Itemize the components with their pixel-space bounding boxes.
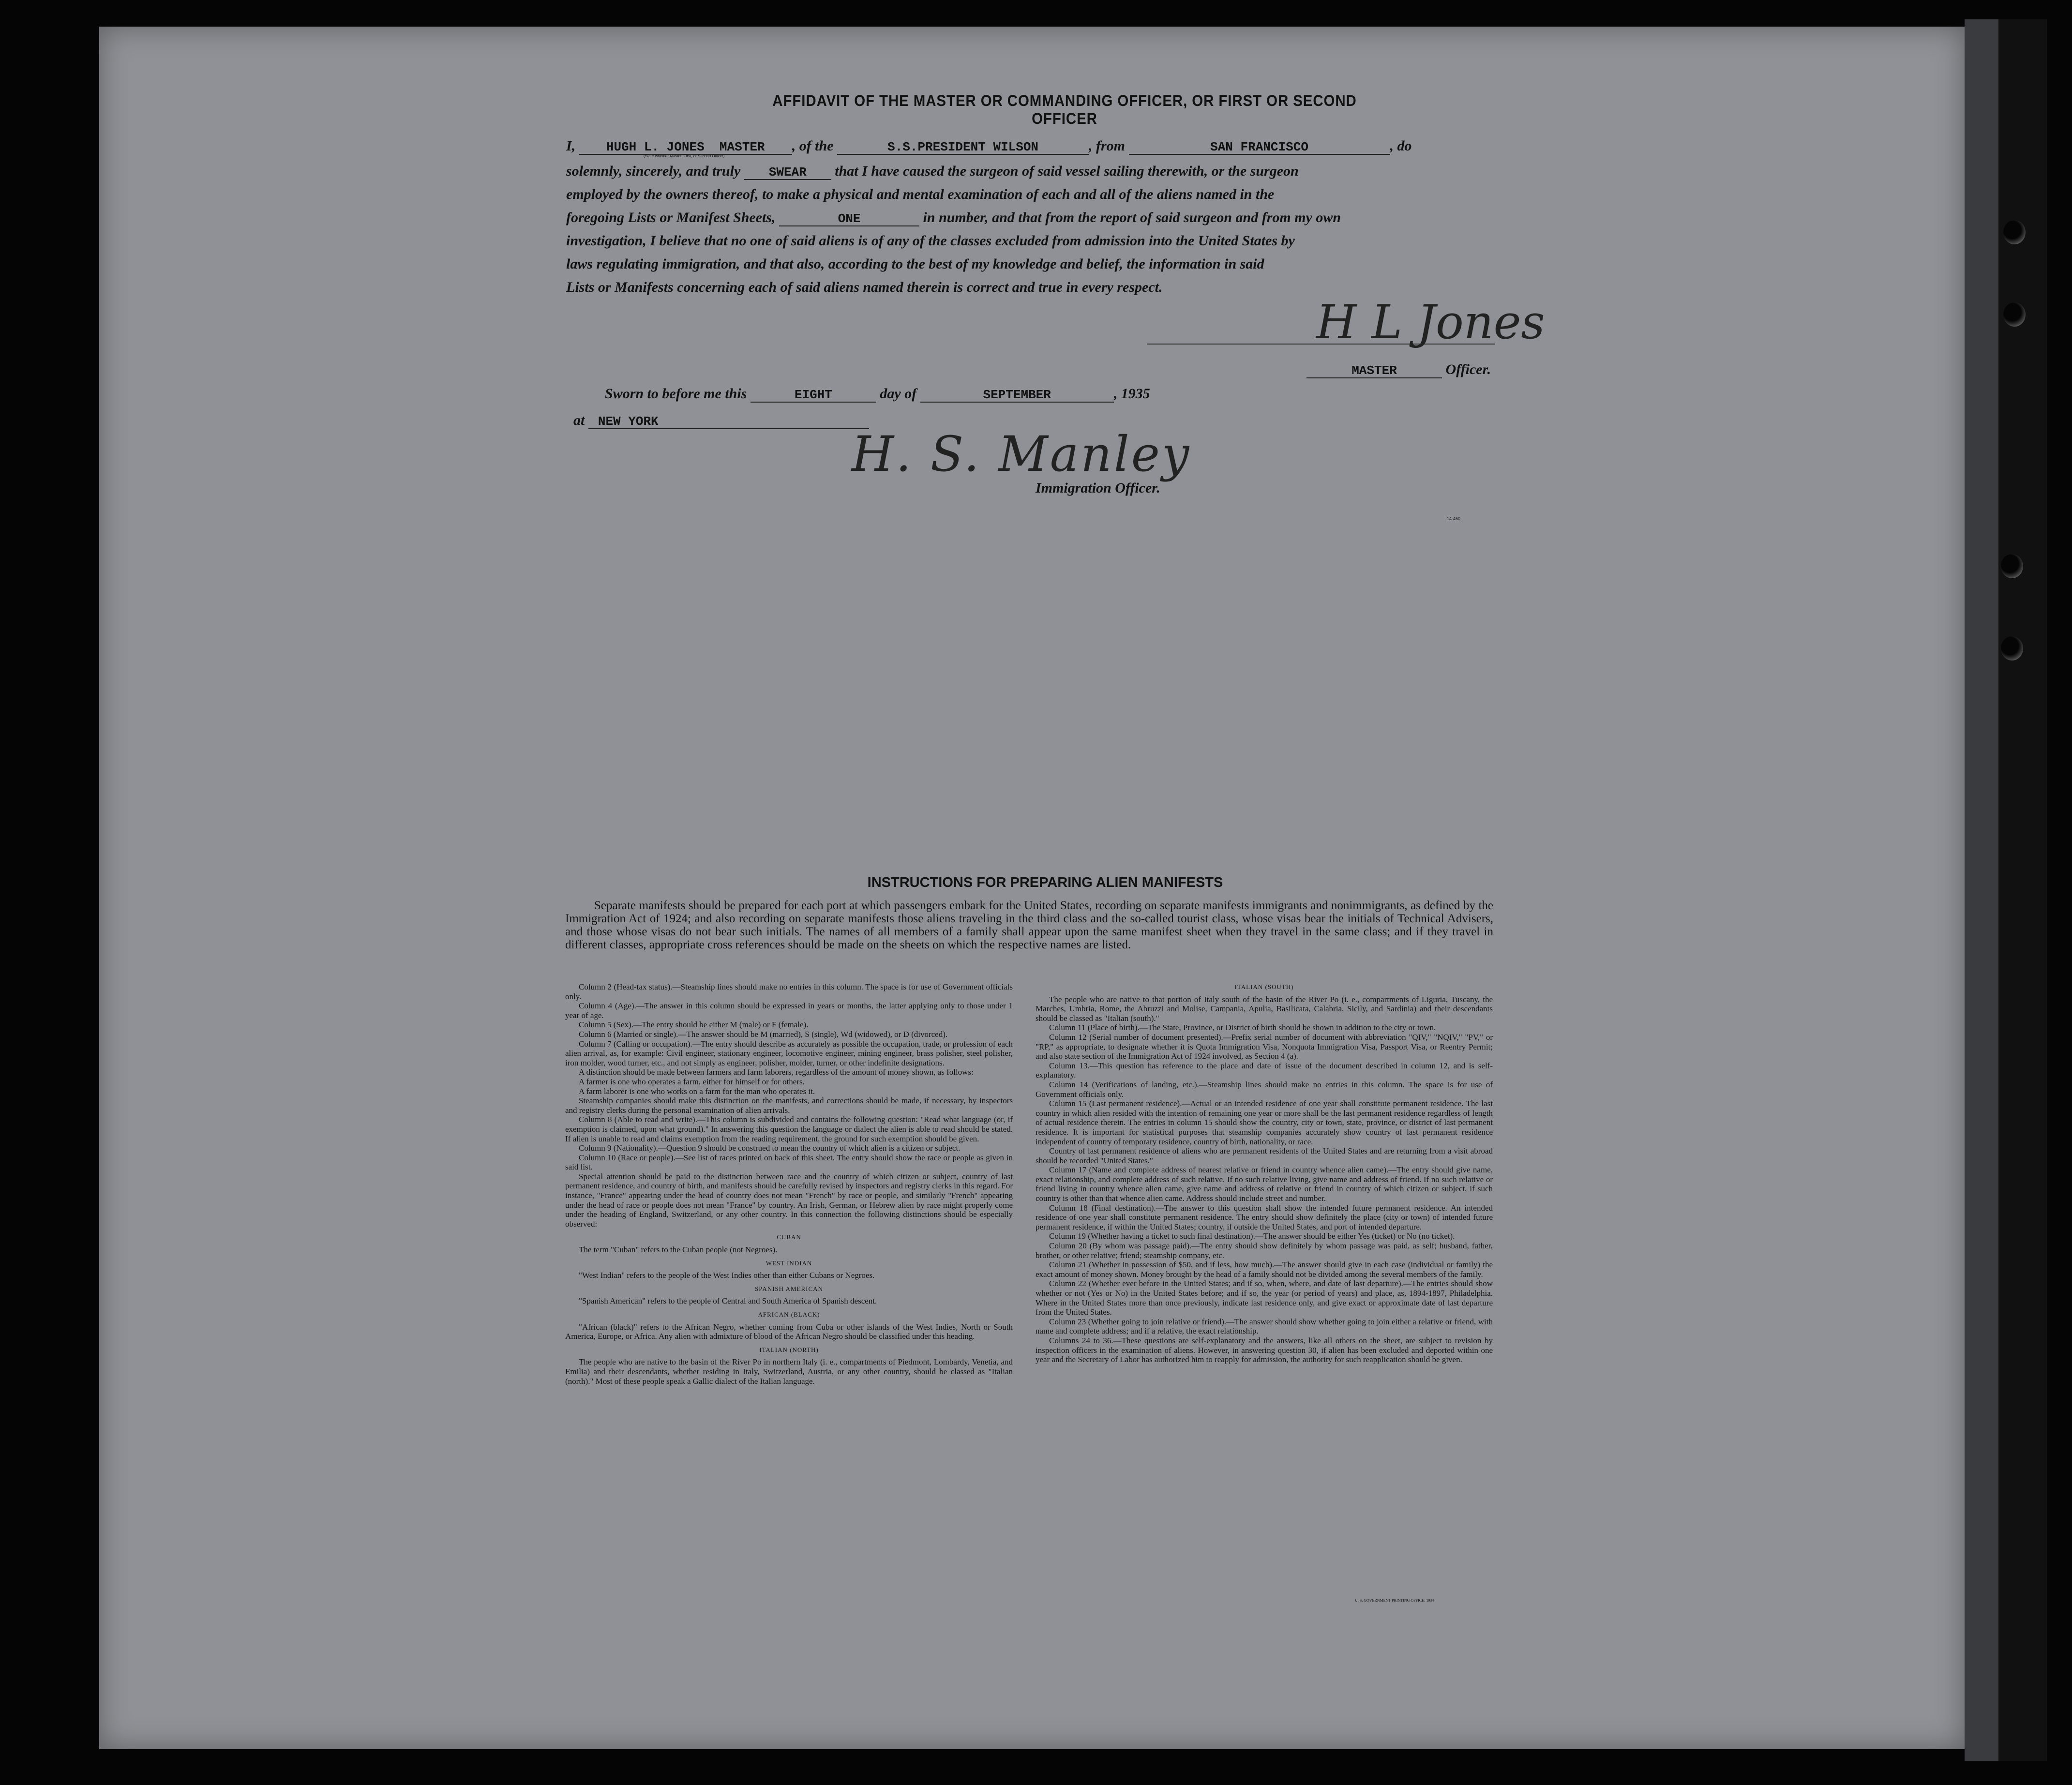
- affidavit-line-3: employed by the owners thereof, to make a physical and mental examination of each and all of the aliens named in the: [566, 186, 1275, 202]
- departure-port: SAN FRANCISCO: [1129, 140, 1390, 155]
- sworn-day: EIGHT: [751, 388, 876, 403]
- binder-edge: [1998, 19, 2047, 1761]
- text: that I have caused the surgeon of said vessel sailing therewith, or the surgeon: [835, 163, 1299, 179]
- text: in number, and that from the report of said surgeon and from my own: [923, 210, 1341, 225]
- section-heading: CUBAN: [777, 1233, 801, 1241]
- rank-note: (State whether Master, First, or Second Officer): [644, 154, 725, 158]
- instruction-paragraph: Column 11 (Place of birth).—The State, Province, or District of birth should be shown in addition to the city or town.: [1049, 1023, 1436, 1033]
- instructions-intro: Separate manifests should be prepared for each port at which passengers embark for the United States, recording on separate manifests immigrants and nonimmigrants, as defined by the Immigration Act of 1924; and also recording on separate manifests those aliens traveling in the third class and the so-called tourist class, whose visas bear the initials of Technical Advisers, and those whose visas do not bear such initials. The names of all members of a family shall appear upon the same manifest sheet when they travel in the same class; and if they travel in different classes, appropriate cross references should be made on the sheets on which the respective names are listed.: [565, 899, 1493, 951]
- instructions-left-column: [565, 982, 1013, 1386]
- text: I,: [566, 138, 576, 154]
- instruction-paragraph: Column 17 (Name and complete address of nearest relative or friend in country whence alien came).—The entry should give name, exact relationship, and complete address of such relative. If no such relative living, give name and address of friend. If no such relative or friend living in country whence alien came, give name and address of relative or friend in country of which citizen or subject, if such country is other than that whence alien came. Address should include street and number.: [1036, 1165, 1493, 1203]
- section-heading: WEST INDIAN: [766, 1259, 812, 1267]
- master-signature: H L Jones: [1316, 295, 1545, 349]
- instruction-paragraph: Column 2 (Head-tax status).—Steamship lines should make no entries in this column. The space is for use of Government officials only.: [565, 982, 1013, 1001]
- instruction-paragraph: Column 19 (Whether having a ticket to such final destination).—The answer should be either Yes (ticket) or No (no ticket).: [1049, 1231, 1455, 1241]
- binder-hole: [2001, 636, 2023, 660]
- instruction-paragraph: Column 5 (Sex).—The entry should be either M (male) or F (female).: [579, 1020, 809, 1030]
- affidavit-line-5: investigation, I believe that no one of said aliens is of any of the classes excluded from admission into the United States by: [566, 233, 1295, 249]
- section-heading: SPANISH AMERICAN: [755, 1285, 823, 1292]
- instruction-paragraph: Column 4 (Age).—The answer in this column should be expressed in years or months, the latter applying only to those under 1 year of age.: [565, 1001, 1013, 1020]
- section-heading: ITALIAN (SOUTH): [1234, 983, 1294, 990]
- text: at: [573, 412, 585, 428]
- instructions-right-column: [1036, 982, 1493, 1365]
- section-text: "Spanish American" refers to the people of Central and South America of Spanish descent.: [579, 1296, 877, 1306]
- master-name-field: [579, 140, 792, 155]
- instruction-paragraph: Column 14 (Verifications of landing, etc.).—Steamship lines should make no entries in this column. The space is for use of Government officials only.: [1036, 1080, 1493, 1099]
- master-rank: MASTER: [719, 140, 765, 154]
- instruction-paragraph: Column 8 (Able to read and write).—This column is subdivided and contains the following question: "Read what language (or, if exemption is claimed, upon what ground)." In answering this question the language or dialect the alien is able to read should be stated. If alien is unable to read and claims exemption from the reading requirement, the ground for such exemption should be given.: [565, 1115, 1013, 1143]
- vessel-name: S.S.PRESIDENT WILSON: [837, 140, 1089, 155]
- instruction-paragraph: Column 6 (Married or single).—The answer should be M (married), S (single), Wd (widowed), or D (divorced).: [579, 1029, 948, 1039]
- instruction-paragraph: Column 21 (Whether in possession of $50, and if less, how much).—The answer should give in each case (individual or family) the exact amount of money shown. Money brought by the head of a family should not be divided among the several members of the family.: [1036, 1260, 1493, 1279]
- instruction-paragraph: Column 15 (Last permanent residence).—Actual or an intended residence of one year shall constitute permanent residence. The last country in which alien resided with the intention of remaining one year or more shall be the last permanent residence regardless of length of actual residence therein. The entries in column 15 should show the country, city or town, state, province, or district of last permanent residence. It is important for statistical purposes that steamship companies accurately show country of last permanent residence independent of country of temporary residence, country of birth, nationality, or race.: [1036, 1099, 1493, 1146]
- text: Sworn to before me this: [605, 386, 747, 402]
- sworn-place: NEW YORK: [588, 415, 869, 429]
- instruction-paragraph: Column 12 (Serial number of document presented).—Prefix serial number of document with abbreviation "QIV," "NQIV," "PV," or "RP," as appropriate, to designate whether it is Quota Immigration Visa, Nonquota Immigration Visa, Passport Visa, or Reentry Permit; and also state section of the Immigration Act of 1924 involved, as Section 4 (a).: [1036, 1032, 1493, 1061]
- instruction-paragraph: A distinction should be made between farmers and farm laborers, regardless of the amount of money shown, as follows:: [579, 1067, 974, 1077]
- affidavit-line-7: Lists or Manifests concerning each of said aliens named therein is correct and true in every respect.: [566, 279, 1163, 295]
- instruction-paragraph: A farm laborer is one who works on a farm for the man who operates it.: [579, 1086, 815, 1096]
- form-number: 14-450: [1447, 516, 1461, 521]
- page-edge-shadow: [1965, 19, 1998, 1761]
- sworn-year: , 1935: [1113, 386, 1150, 402]
- text: day of: [880, 386, 917, 402]
- affidavit-line-4: [566, 206, 1510, 229]
- section-text: "West Indian" refers to the people of the West Indies other than either Cubans or Negroes.: [579, 1271, 875, 1280]
- instruction-paragraph: Country of last permanent residence of aliens who are permanent residents of the United States and are returning from a visit abroad should be recorded "United States.": [1036, 1146, 1493, 1165]
- instruction-paragraph: Steamship companies should make this distinction on the manifests, and corrections should be made, if necessary, by inspectors and registry clerks during the personal examination of alien arrivals.: [565, 1096, 1013, 1115]
- section-text: The term "Cuban" refers to the Cuban people (not Negroes).: [579, 1245, 778, 1255]
- affidavit-line-6: laws regulating immigration, and that also, according to the best of my knowledge and belief, the information in said: [566, 256, 1264, 272]
- binder-hole: [2003, 220, 2026, 244]
- section-text: The people who are native to the basin of the River Po in northern Italy (i. e., compartments of Piedmont, Lombardy, Venetia, and Emilia) and their descendants, whether residing in Italy, Switzerland, Austria, or any other country, should be classed as "Italian (north)." Most of these people speak a Gallic dialect of the Italian language.: [565, 1357, 1013, 1386]
- section-heading: ITALIAN (NORTH): [759, 1346, 819, 1353]
- instruction-paragraph: Column 20 (By whom was passage paid).—The entry should show definitely by whom passage was paid, as self; husband, father, brother, or other relative; friend; steamship company, etc.: [1036, 1241, 1493, 1260]
- officer-rank: MASTER: [1306, 364, 1442, 378]
- text: , of the: [792, 138, 834, 154]
- binder-hole: [2001, 554, 2023, 578]
- sworn-month: SEPTEMBER: [920, 388, 1114, 403]
- binder-hole: [2003, 302, 2026, 327]
- instruction-paragraph: Special attention should be paid to the distinction between race and the country of which citizen or subject, country of last permanent residence, and country of birth, and manifests should be carefully revised by inspectors and registry clerks in this regard. For instance, "France" appearing under the head of country does not mean "French" by race or people, and similarly "French" appearing under the head of race or people does not mean "France" by country. An Irish, German, or Hebrew alien by race might properly come under the heading of England, Switzerland, or any other country. In this connection the following distinctions should be especially observed:: [565, 1171, 1013, 1229]
- instruction-paragraph: Column 10 (Race or people).—See list of races printed on back of this sheet. The entry should show the race or people as given in said list.: [565, 1153, 1013, 1172]
- affidavit-title: AFFIDAVIT OF THE MASTER OR COMMANDING OFFICER, OR FIRST OR SECOND OFFICER: [772, 92, 1357, 127]
- instruction-paragraph: Column 23 (Whether going to join relative or friend).—The answer should show whether going to join either a relative or friend, with name and complete address; and if a relative, the exact relationship.: [1036, 1317, 1493, 1336]
- section-text: "African (black)" refers to the African Negro, whether coming from Cuba or other islands of the West Indies, North or South America, Europe, or Africa. Any alien with admixture of blood of the African Negro should be classified under this heading.: [565, 1322, 1013, 1341]
- section-heading: AFRICAN (BLACK): [758, 1311, 820, 1318]
- master-name: HUGH L. JONES: [606, 140, 705, 154]
- instructions-title: INSTRUCTIONS FOR PREPARING ALIEN MANIFESTS: [867, 875, 1223, 890]
- officer-line: [1306, 358, 1491, 381]
- instruction-paragraph: Column 18 (Final destination).—The answer to this question shall show the intended future permanent residence. An intended residence of one year shall constitute permanent residence. The entry should show definitely the place (city or town) of intended future permanent residence, if within the United States; country, if outside the United States, and port of intended departure.: [1036, 1203, 1493, 1231]
- text: , from: [1089, 138, 1126, 154]
- instruction-paragraph: Column 7 (Calling or occupation).—The entry should describe as accurately as possible the occupation, trade, or profession of each alien arrival, as, for example: Civil engineer, stationary engineer, locomotive engineer, mining engineer, brass polisher, steel polisher, iron molder, wood turner, etc., and not simply as engineer, polisher, molder, turner, or other indefinite designations.: [565, 1039, 1013, 1067]
- text: , do: [1390, 138, 1412, 154]
- instruction-paragraph: Columns 24 to 36.—These questions are self-explanatory and the answers, like all others on the sheet, are subject to revision by inspection officers in the examination of aliens. However, in answering question 30, if alien has been excluded and deported within one year and the Secretary of Labor has authorized him to reapply for admission, the authority for such reapplication should be given.: [1036, 1335, 1493, 1365]
- sheet-count: ONE: [779, 212, 919, 226]
- printer-imprint: U. S. GOVERNMENT PRINTING OFFICE: 1934: [1355, 1598, 1434, 1603]
- instruction-paragraph: A farmer is one who operates a farm, either for himself or for others.: [579, 1077, 805, 1086]
- instruction-paragraph: Column 9 (Nationality).—Question 9 should be construed to mean the country of which alien is a citizen or subject.: [579, 1143, 961, 1153]
- text: solemnly, sincerely, and truly: [566, 163, 741, 179]
- officer-label: Officer.: [1445, 361, 1491, 377]
- immigration-officer-label: Immigration Officer.: [1036, 480, 1160, 496]
- sworn-line: [605, 382, 1524, 405]
- immigration-officer-signature: H. S. Manley: [852, 426, 1191, 482]
- text: foregoing Lists or Manifest Sheets,: [566, 210, 776, 225]
- affidavit-line-2: [566, 160, 1510, 183]
- oath-type: SWEAR: [744, 165, 831, 180]
- instruction-paragraph: Column 22 (Whether ever before in the United States; and if so, when, where, and date of last departure).—The entries should show whether or not (Yes or No) in the United States before; and if so, the year (or period of years) and place, as, 1894-1897, Philadelphia. Where in the United States more than once previously, indicate last residence only, and give exact or approximate date of last departure from the United States.: [1036, 1279, 1493, 1317]
- instruction-paragraph: Column 13.—This question has reference to the place and date of issue of the document described in column 12, and is self-explanatory.: [1036, 1061, 1493, 1080]
- instruction-paragraph: The people who are native to that portion of Italy south of the basin of the River Po (i. e., compartments of Liguria, Tuscany, the Marches, Umbria, Rome, the Abruzzi and Molise, Campania, Apulia, Basilicata, Calabria, Sicily, and Sardinia) and their descendants should be classed as "Italian (south).": [1036, 994, 1493, 1023]
